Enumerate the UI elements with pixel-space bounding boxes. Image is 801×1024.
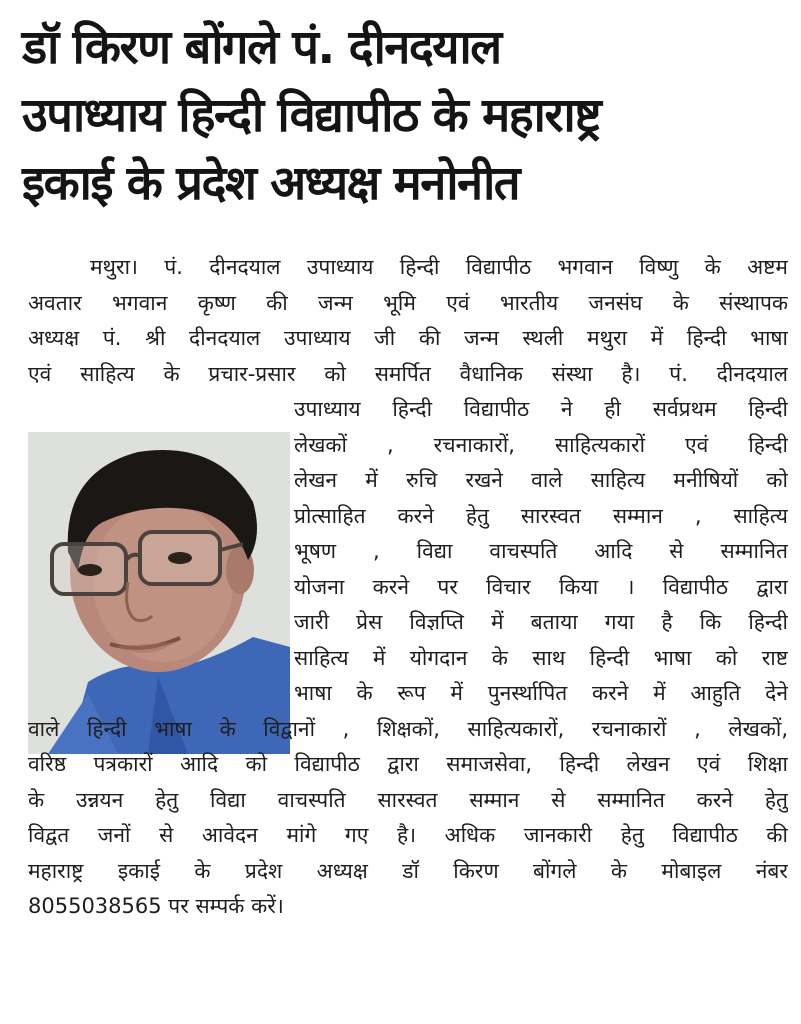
headline <box>22 14 792 218</box>
article-line: जारी प्रेस विज्ञप्ति में बताया गया है कि हिन्दी <box>294 610 788 634</box>
article-line: भाषा के रूप में पुनर्स्थापित करने में आहुति देने <box>294 681 788 705</box>
article-line: लेखकों , रचनाकारों, साहित्यकारों एवं हिन्दी <box>294 432 788 457</box>
article-line: अवतार भगवान कृष्ण की जन्म भूमि एवं भारतीय जनसंघ के संस्थापक <box>28 290 788 315</box>
headline-line-1: डॉ किरण बोंगले पं. दीनदयाल <box>22 20 501 75</box>
article-line: वाले हिन्दी भाषा के विद्वानों , शिक्षकों, साहित्यकारों, रचनाकारों , लेखकों, <box>28 716 788 741</box>
article-line: महाराष्ट्र इकाई के प्रदेश अध्यक्ष डॉ किरण बोंगले के मोबाइल नंबर <box>28 858 788 883</box>
article-line: अध्यक्ष पं. श्री दीनदयाल उपाध्याय जी की जन्म स्थली मथुरा में हिन्दी भाषा <box>28 326 788 350</box>
headline-line-3: इकाई के प्रदेश अध्यक्ष मनोनीत <box>22 156 520 211</box>
article-line: साहित्य में योगदान के साथ हिन्दी भाषा को राष्ट <box>294 645 788 670</box>
article-line: योजना करने पर विचार किया । विद्यापीठ द्वारा <box>294 574 788 599</box>
article-line: उपाध्याय हिन्दी विद्यापीठ ने ही सर्वप्रथम हिन्दी <box>294 397 788 421</box>
article-line: विद्वत जनों से आवेदन मांगे गए है। अधिक जानकारी हेतु विद्यापीठ की <box>28 823 788 847</box>
article-line: भूषण , विद्या वाचस्पति आदि से सम्मानित <box>294 539 788 563</box>
article-line: एवं साहित्य के प्रचार-प्रसार को समर्पित वैधानिक संस्था है। पं. दीनदयाल <box>28 361 788 386</box>
article-line-last: 8055038565 पर सम्पर्क करें। <box>28 894 284 918</box>
article-line: प्रोत्साहित करने हेतु सारस्वत सम्मान , साहित्य <box>294 503 788 528</box>
article-line: वरिष्ठ पत्रकारों आदि को विद्यापीठ द्वारा समाजसेवा, हिन्दी लेखन एवं शिक्षा <box>28 752 788 776</box>
article-line: के उन्नयन हेतु विद्या वाचस्पति सारस्वत सम्मान से सम्मानित करने हेतु <box>28 787 788 812</box>
article-line: मथुरा। पं. दीनदयाल उपाध्याय हिन्दी विद्यापीठ भगवान विष्णु के अष्टम <box>90 255 788 279</box>
article-body <box>28 250 788 925</box>
article-line: लेखन में रुचि रखने वाले साहित्य मनीषियों को <box>294 468 788 492</box>
headline-line-2: उपाध्याय हिन्दी विद्यापीठ के महाराष्ट्र <box>22 88 601 143</box>
